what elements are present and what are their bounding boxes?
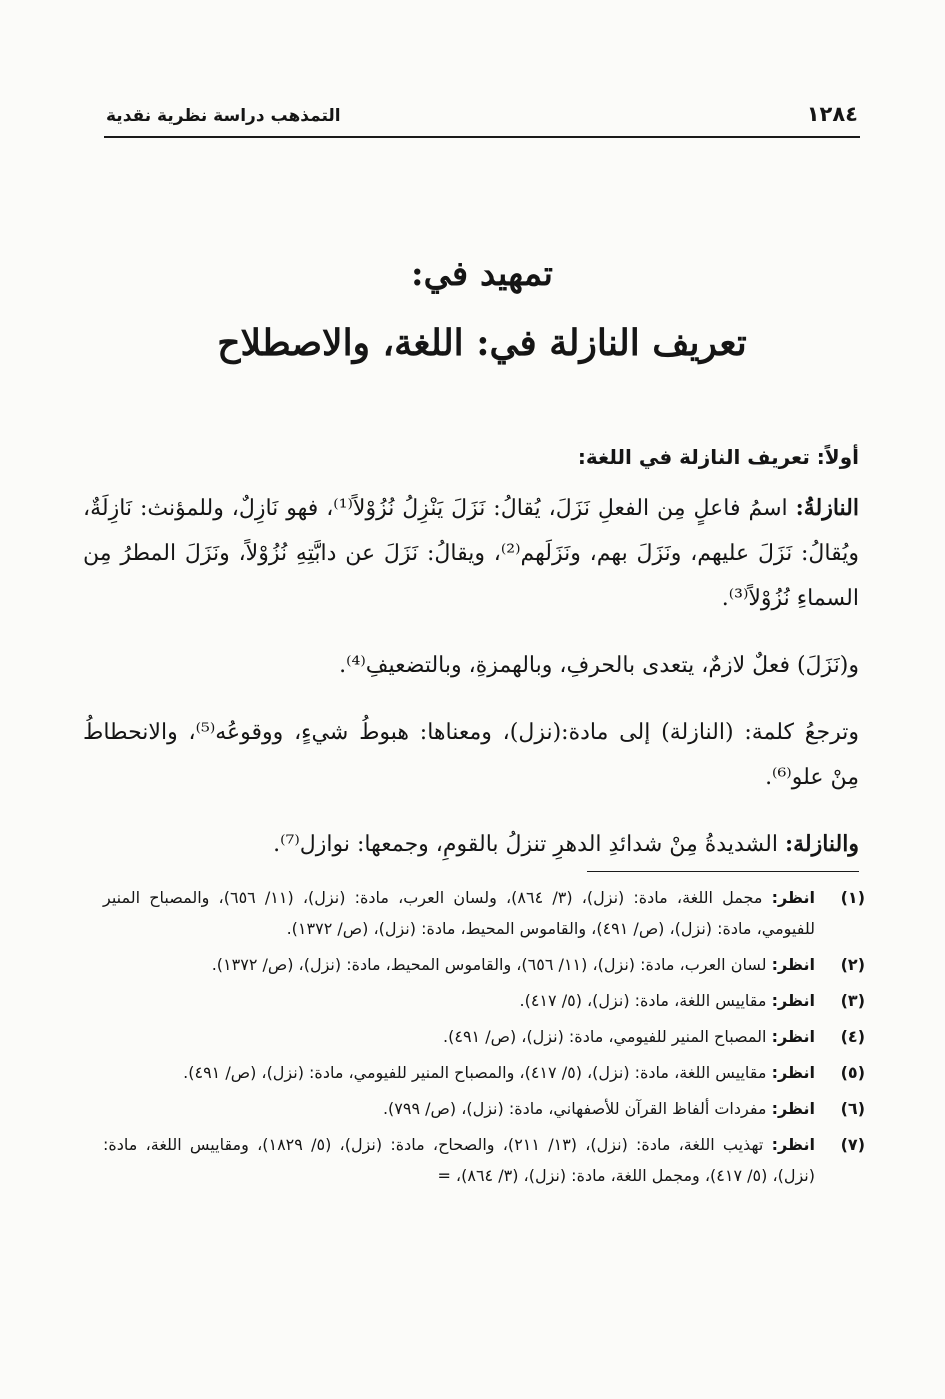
footnote-body: مفردات ألفاظ القرآن للأصفهاني، مادة: (نزل)، (ص/ ٧٩٩).: [382, 1099, 772, 1118]
paragraph-text: اسمُ فاعلٍ مِن الفعلِ نَزَلَ، يُقالُ: نَزَلَ يَنْزِلُ نُزُوْلاً⁽¹⁾، فهو نَازِلٌ، وللمؤنث: نَازِلَةٌ، ويُقالُ: نَزَلَ عليهم، ونَزَلَ بهم، ونَزَلَهم⁽²⁾، ويقالُ: نَزَلَ عن دابَّتِهِ نُزُوْلاً، ونَزَلَ المطرُ مِن السماءِ نُزُوْلاً⁽³⁾.: [83, 496, 859, 611]
footnote: [103, 1021, 865, 1052]
page-header: [106, 102, 858, 136]
footnote-text: [103, 985, 815, 1016]
footnote-number: (٢): [840, 955, 865, 974]
footnote-body: مجمل اللغة، مادة: (نزل)، (٣/ ٨٦٤)، ولسان العرب، مادة: (نزل)، (١١/ ٦٥٦)، والمصباح المنير للفيومي، مادة: (نزل)، (ص/ ٤٩١)، والقاموس المحيط، مادة: (نزل)، (ص/ ١٣٧٢).: [103, 888, 815, 938]
footnote-body: لسان العرب، مادة: (نزل)، (١١/ ٦٥٦)، والقاموس المحيط، مادة: (نزل)، (ص/ ١٣٧٢).: [211, 955, 772, 974]
running-title: التمذهب دراسة نظرية نقدية: [106, 106, 341, 126]
footnote: [103, 1093, 865, 1124]
chapter-title: تعريف النازلة في: اللغة، والاصطلاح: [217, 322, 747, 364]
footnote-label: انظر:: [771, 888, 815, 907]
footnote-label: انظر:: [771, 1135, 815, 1154]
footnote-number: (٥): [840, 1063, 865, 1082]
footnote-divider: [587, 871, 859, 872]
preface-title: تمهيد في:: [411, 254, 553, 294]
paragraph-text: و(نَزَلَ) فعلٌ لازمٌ، يتعدى بالحرفِ، وبالهمزةِ، وبالتضعيفِ⁽⁴⁾.: [339, 653, 859, 678]
body-text: [83, 486, 859, 889]
footnote-label: انظر:: [771, 955, 815, 974]
paragraph: [83, 710, 859, 800]
footnote-label: انظر:: [771, 1063, 815, 1082]
footnote-text: [103, 1057, 815, 1088]
footnote-number: (٤): [840, 1027, 865, 1046]
header-divider: [104, 136, 860, 138]
footnote-text: [103, 1129, 815, 1191]
footnote-body: مقاييس اللغة، مادة: (نزل)، (٥/ ٤١٧).: [519, 991, 772, 1010]
footnote-text: [103, 1093, 815, 1124]
page-number: ١٢٨٤: [806, 102, 858, 126]
footnote: [103, 1057, 865, 1088]
footnote-body: مقاييس اللغة، مادة: (نزل)، (٥/ ٤١٧)، والمصباح المنير للفيومي، مادة: (نزل)، (ص/ ٤٩١).: [183, 1063, 772, 1082]
paragraph-text: وترجعُ كلمة: (النازلة) إلى مادة:(نزل)، ومعناها: هبوطُ شيءٍ، ووقوعُه⁽⁵⁾، والانحطاطُ مِنْ علو⁽⁶⁾.: [83, 720, 860, 790]
footnote-text: [103, 882, 815, 944]
paragraph: [83, 822, 859, 867]
section-heading: أولاً: تعريف النازلة في اللغة:: [577, 445, 859, 469]
footnote: [103, 1129, 865, 1191]
paragraph: [83, 643, 859, 688]
footnote-label: انظر:: [771, 1027, 815, 1046]
paragraph-text: الشديدةُ مِنْ شدائدِ الدهرِ تنزلُ بالقومِ، وجمعها: نوازل⁽⁷⁾.: [273, 832, 785, 857]
footnote-text: [103, 949, 815, 980]
paragraph-lead: النازلةُ:: [795, 495, 859, 521]
footnote-body: المصباح المنير للفيومي، مادة: (نزل)، (ص/ ٤٩١).: [443, 1027, 772, 1046]
footnote-number: (٧): [840, 1135, 865, 1154]
footnote-number: (٣): [840, 991, 865, 1010]
paragraph-lead: والنازلة:: [784, 831, 859, 857]
footnote-number: (٦): [840, 1099, 865, 1118]
footnote-text: [103, 1021, 815, 1052]
footnote-body: تهذيب اللغة، مادة: (نزل)، (١٣/ ٢١١)، والصحاح، مادة: (نزل)، (٥/ ١٨٢٩)، ومقاييس اللغة، مادة: (نزل)، (٥/ ٤١٧)، ومجمل اللغة، مادة: (نزل)، (٣/ ٨٦٤)، =: [103, 1135, 815, 1185]
footnotes: [103, 882, 865, 1196]
footnote-label: انظر:: [771, 1099, 815, 1118]
footnote: [103, 985, 865, 1016]
paragraph: [83, 486, 859, 621]
footnote-number: (١): [840, 888, 865, 907]
footnote: [103, 949, 865, 980]
footnote-label: انظر:: [771, 991, 815, 1010]
footnote: [103, 882, 865, 944]
